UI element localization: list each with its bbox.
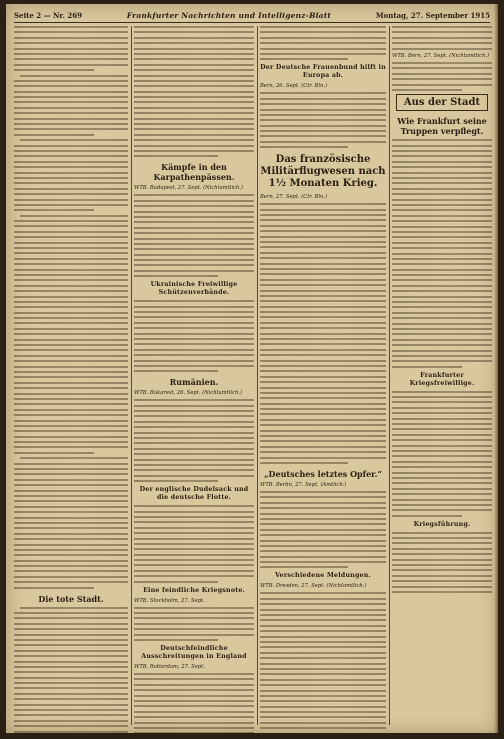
article-heading: Die tote Stadt. — [38, 593, 104, 604]
column-1 — [14, 26, 128, 725]
dateline: Bern, 26. Sept. (Ctr. Bln.) — [260, 83, 327, 90]
page-edge-shadow — [494, 4, 498, 733]
body-text — [134, 26, 254, 157]
body-text — [260, 491, 386, 568]
column-3 — [260, 26, 386, 725]
dateline: WTB. Budapest, 27. Sept. (Nichtamtlich.) — [134, 185, 244, 192]
column-rule — [389, 26, 390, 725]
section-box-title: Aus der Stadt — [396, 94, 488, 111]
body-text — [134, 399, 254, 482]
article-heading: Ukrainische Freiwillige Schützenverbände. — [150, 281, 238, 297]
dateline: WTB. Dresden, 27. Sept. (Nichtamtlich.) — [260, 583, 367, 590]
article-heading: Der Deutsche Frauenbund hilft in Europa ab. — [260, 64, 386, 80]
body-text — [260, 203, 386, 464]
article-heading: Kämpfe in den Karpathenpässen. — [153, 162, 235, 183]
article-heading: Eine feindliche Kriegsnote. — [143, 586, 245, 594]
issue-date: Montag, 27. September 1915 — [375, 10, 490, 20]
article-heading: Deutschfeindliche Ausschreitungen in England — [141, 644, 247, 660]
body-text — [260, 26, 386, 60]
dateline: Bern, 27. Sept. (Ctr. Bln.) — [260, 194, 327, 201]
body-text — [392, 62, 492, 91]
body-text — [134, 300, 254, 372]
dateline: WTB. Berlin, 27. Sept. (Amtlich.) — [260, 482, 347, 488]
body-text — [392, 532, 492, 593]
dateline: WTB. Bern, 27. Sept. (Nichtamtlich.) — [392, 52, 490, 59]
article-heading: Rumänien. — [169, 377, 219, 388]
body-text — [134, 505, 254, 582]
page-number: Seite 2 — Nr. 269 — [14, 10, 82, 20]
column-4 — [392, 26, 492, 725]
body-text — [260, 92, 386, 148]
body-text — [134, 194, 254, 277]
newspaper-page — [6, 4, 498, 733]
dateline: WTB. Bukarest, 26. Sept. (Nichtamtlich.) — [134, 390, 242, 397]
body-text — [392, 26, 492, 50]
article-heading: „Deutsches letztes Opfer.“ — [263, 469, 383, 479]
body-text — [392, 391, 492, 517]
body-text — [260, 592, 386, 729]
article-heading: Wie Frankfurt seine Truppen verpflegt. — [397, 116, 487, 137]
dateline: WTB. Rotterdam, 27. Sept. — [134, 663, 205, 670]
body-text — [392, 139, 492, 367]
body-text — [14, 26, 128, 589]
dateline: WTB. Stockholm, 27. Sept. — [134, 597, 205, 604]
masthead — [14, 8, 490, 23]
body-text — [134, 673, 254, 733]
column-rule — [131, 26, 132, 725]
body-text — [14, 607, 128, 733]
article-heading: Das französische Militärflugwesen nach 1½ Monaten Krieg. — [260, 154, 386, 190]
article-heading: Der englische Dudelsack und die deutsche Flotte. — [139, 486, 249, 502]
article-heading: Frankfurter Kriegsfreiwillige. — [409, 371, 475, 387]
column-rule — [257, 26, 258, 725]
article-heading: Verschiedene Meldungen. — [275, 572, 371, 580]
article-heading: Kriegsführung. — [413, 520, 471, 528]
column-2 — [134, 26, 254, 725]
body-text — [134, 607, 254, 641]
newspaper-title: Frankfurter Nachrichten und Intelligenz-Blatt — [126, 10, 332, 20]
